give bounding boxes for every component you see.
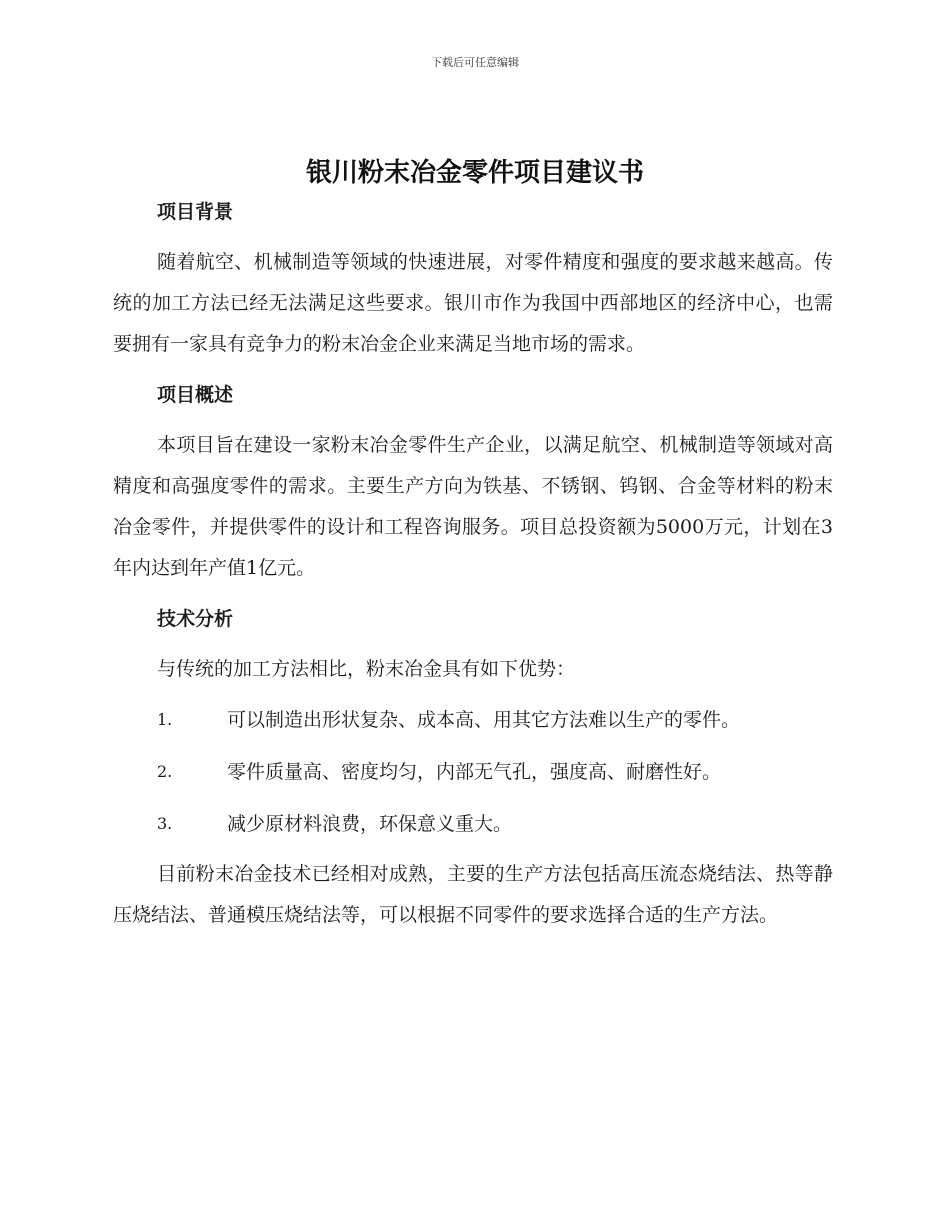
document-title: 银川粉末冶金零件项目建议书	[305, 158, 644, 188]
section-heading: 项目概述	[157, 384, 234, 406]
section-technical-analysis	[113, 603, 833, 936]
list-number: 2.	[157, 762, 173, 781]
list-item	[113, 694, 833, 746]
section-heading: 技术分析	[157, 608, 234, 630]
header-note: 下载后可任意编辑	[431, 56, 519, 69]
list-text: 减少原材料浪费，环保意义重大。	[227, 813, 513, 835]
section-overview	[113, 379, 833, 589]
list-text: 可以制造出形状复杂、成本高、用其它方法难以生产的零件。	[227, 709, 741, 731]
list-number: 1.	[157, 710, 173, 729]
list-text: 零件质量高、密度均匀，内部无气孔，强度高、耐磨性好。	[227, 761, 722, 783]
paragraph: 目前粉末冶金技术已经相对成熟，主要的生产方法包括高压流态烧结法、热等静压烧结法、普通模压烧结法等，可以根据不同零件的要求选择合适的生产方法。	[113, 863, 833, 926]
list-item	[113, 798, 833, 850]
list-number: 3.	[157, 814, 173, 833]
list-item	[113, 746, 833, 798]
paragraph: 随着航空、机械制造等领域的快速进展，对零件精度和强度的要求越来越高。传统的加工方法已经无法满足这些要求。银川市作为我国中西部地区的经济中心，也需要拥有一家具有竞争力的粉末冶金企业来满足当地市场的需求。	[113, 251, 833, 355]
section-heading: 项目背景	[157, 201, 234, 223]
document-body	[113, 196, 833, 936]
list-intro: 与传统的加工方法相比，粉末冶金具有如下优势：	[157, 658, 576, 680]
section-background	[113, 196, 833, 365]
paragraph: 本项目旨在建设一家粉末冶金零件生产企业，以满足航空、机械制造等领域对高精度和高强度零件的需求。主要生产方向为铁基、不锈钢、钨钢、合金等材料的粉末冶金零件，并提供零件的设计和工程咨询服务。项目总投资额为5000万元，计划在3年内达到年产值1亿元。	[113, 434, 833, 579]
